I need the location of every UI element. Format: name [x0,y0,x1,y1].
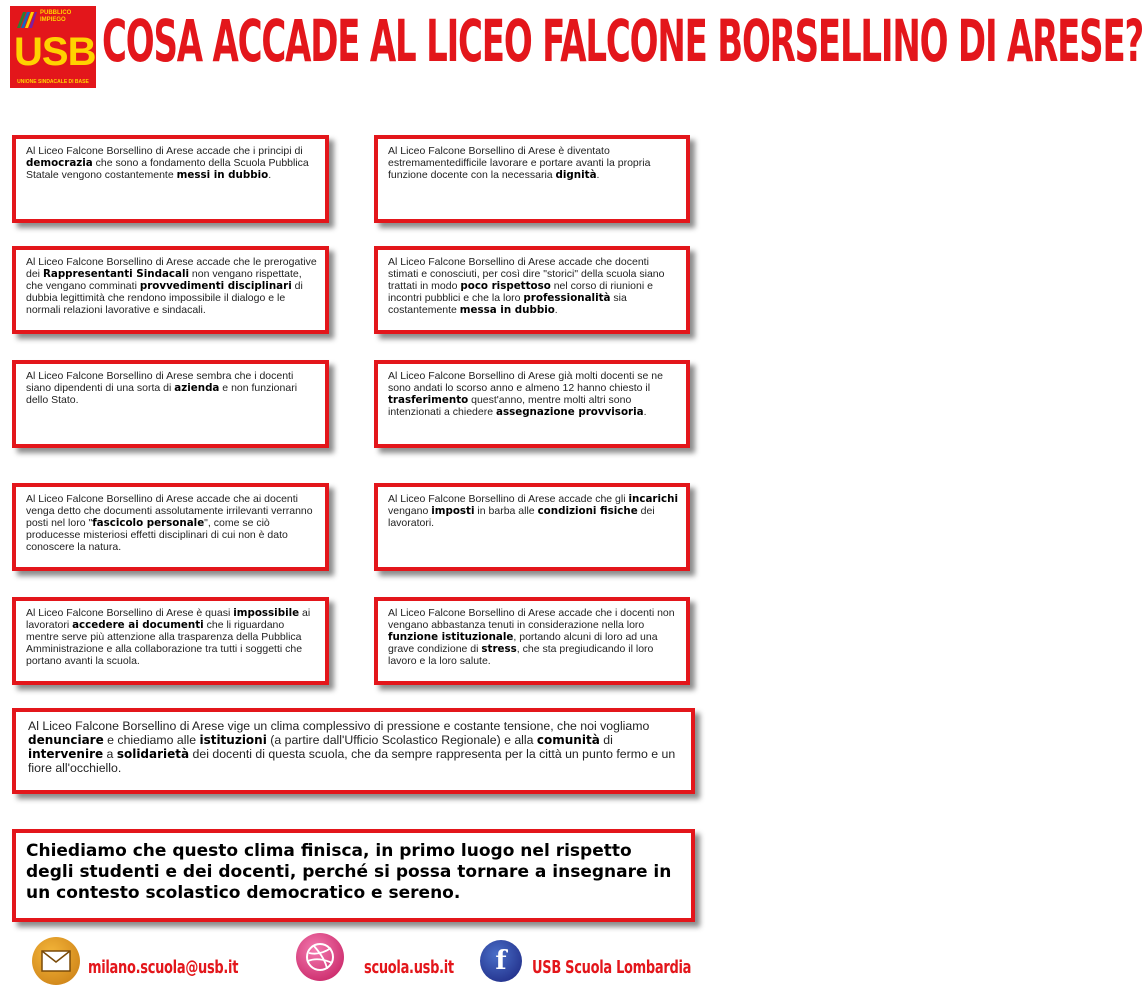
info-box-5 [12,360,329,448]
info-box-text: Al Liceo Falcone Borsellino di Arese accade che gli incarichi vengano imposti in barba alle condizioni fisiche dei lavoratori. [388,493,678,529]
emphasis-text: messa in dubbio [459,304,555,316]
info-box-10 [374,597,690,685]
emphasis-text: azienda [174,382,220,394]
info-box-text: Al Liceo Falcone Borsellino di Arese sembra che i docenti siano dipendenti di una sorta di azienda e non funzionari dello Stato. [26,370,298,406]
closing-text: Chiediamo che questo clima finisca, in primo luogo nel rispetto degli studenti e dei docenti, perché si possa tornare a insegnare in un contesto scolastico democratico e sereno. [26,841,672,903]
facebook-icon [480,940,522,982]
logo-sub-text: UNIONE SINDACALE DI BASE [17,79,89,85]
emphasis-text: solidarietà [116,747,190,761]
emphasis-text: imposti [431,505,475,517]
facebook-glyph: f [495,946,507,976]
emphasis-text: denunciare [28,733,104,747]
info-box-text: Al Liceo Falcone Borsellino di Arese accade che i principi di democrazia che sono a fondamento della Scuola Pubblica Statale vengono costantemente messi in dubbio. [26,145,309,181]
info-box-2 [374,135,690,223]
emphasis-text: messi in dubbio [176,169,269,181]
envelope-icon [32,937,80,985]
info-box-9 [12,597,329,685]
info-box-text: Al Liceo Falcone Borsellino di Arese accade che i docenti non vengano abbastanza tenuti in considerazione nella loro funzione istituzionale, portando alcuni di loro ad una grave condizione di stress, che sta pregiudicando il loro lavoro e la loro salute. [388,607,675,667]
closing-box [12,829,695,922]
dribbble-icon [296,933,344,981]
info-box-text: Al Liceo Falcone Borsellino di Arese accade che docenti stimati e conosciuti, per così dire "storici" della scuola siano trattati in modo poco rispettoso nel corso di riunioni e incontri pubblici e che la loro professionalità sia costantemente messa in dubbio. [388,256,665,316]
summary-box [12,708,695,794]
info-box-1 [12,135,329,223]
emphasis-text: funzione istituzionale [388,631,514,643]
emphasis-text: provvedimenti disciplinari [139,280,292,292]
info-box-3 [12,246,329,334]
summary-text: Al Liceo Falcone Borsellino di Arese vige un clima complessivo di pressione e costante tensione, che noi vogliamo denunciare e chiediamo alle istituzioni (a partire dall'Ufficio Scolastico Regionale) e alla comunità di intervenire a solidarietà dei docenti di questa scuola, che da sempre rappresenta per la città un punto fermo e un fiore all'occhiello. [28,719,676,775]
emphasis-text: trasferimento [388,394,469,406]
info-box-8 [374,483,690,571]
emphasis-text: assegnazione provvisoria [496,406,644,418]
info-box-text: Al Liceo Falcone Borsellino di Arese già molti docenti se ne sono andati lo scorso anno e almeno 12 hanno chiesto il trasferimento quest'anno, mentre molti altri sono intenzionati a chiedere assegnazione provvisoria. [388,370,663,418]
emphasis-text: comunità [536,733,600,747]
emphasis-text: Rappresentanti Sindacali [42,268,190,280]
info-box-text: Al Liceo Falcone Borsellino di Arese è diventato estremamentedifficile lavorare e portare avanti la propria funzione docente con la necessaria dignità. [388,145,651,181]
info-box-4 [374,246,690,334]
logo-abbr: USB [14,30,96,74]
footer-email[interactable]: milano.scuola@usb.it [88,958,239,979]
dribbble-glyph [305,942,335,972]
info-box-text: Al Liceo Falcone Borsellino di Arese accade che ai docenti venga detto che documenti assolutamente irrilevanti verranno posti nel loro "fascicolo personale", come se ciò producesse misteriosi effetti disciplinari di cui non è dato conoscere la natura. [26,493,313,553]
emphasis-text: istituzioni [199,733,267,747]
emphasis-text: dignità [555,169,597,181]
emphasis-text: poco rispettoso [460,280,551,292]
usb-logo [10,6,96,88]
info-box-text: Al Liceo Falcone Borsellino di Arese è quasi impossibile ai lavoratori accedere ai documenti che li riguardano mentre serve più attenzione alla trasparenza della Pubblica Amministrazione e alla collaborazione tra tutti i soggetti che portano avanti la scuola. [26,607,311,667]
emphasis-text: accedere ai documenti [72,619,204,631]
logo-top-text: PUBBLICO IMPIEGO [40,10,72,23]
emphasis-text: intervenire [28,747,104,761]
info-box-7 [12,483,329,571]
emphasis-text: democrazia [26,157,93,169]
emphasis-text: stress [481,643,517,655]
info-box-text: Al Liceo Falcone Borsellino di Arese accade che le prerogative dei Rappresentanti Sindacali non vengano rispettate, che vengano comminati provvedimenti disciplinari di dubbia legittimità che rendono impossibile il dialogo e le normali relazioni lavorative e sindacali. [26,256,317,316]
emphasis-text: professionalità [523,292,611,304]
emphasis-text: impossibile [233,607,300,619]
emphasis-text: incarichi [628,493,678,505]
emphasis-text: fascicolo personale [92,517,205,529]
envelope-glyph [41,950,71,972]
page-title: COSA ACCADE AL LICEO FALCONE BORSELLINO DI ARESE? [102,8,1143,77]
footer-site[interactable]: scuola.usb.it [364,958,454,979]
footer-facebook[interactable]: USB Scuola Lombardia [532,958,692,979]
emphasis-text: condizioni fisiche [537,505,638,517]
info-box-6 [374,360,690,448]
rainbow-stripes-icon [15,10,37,30]
